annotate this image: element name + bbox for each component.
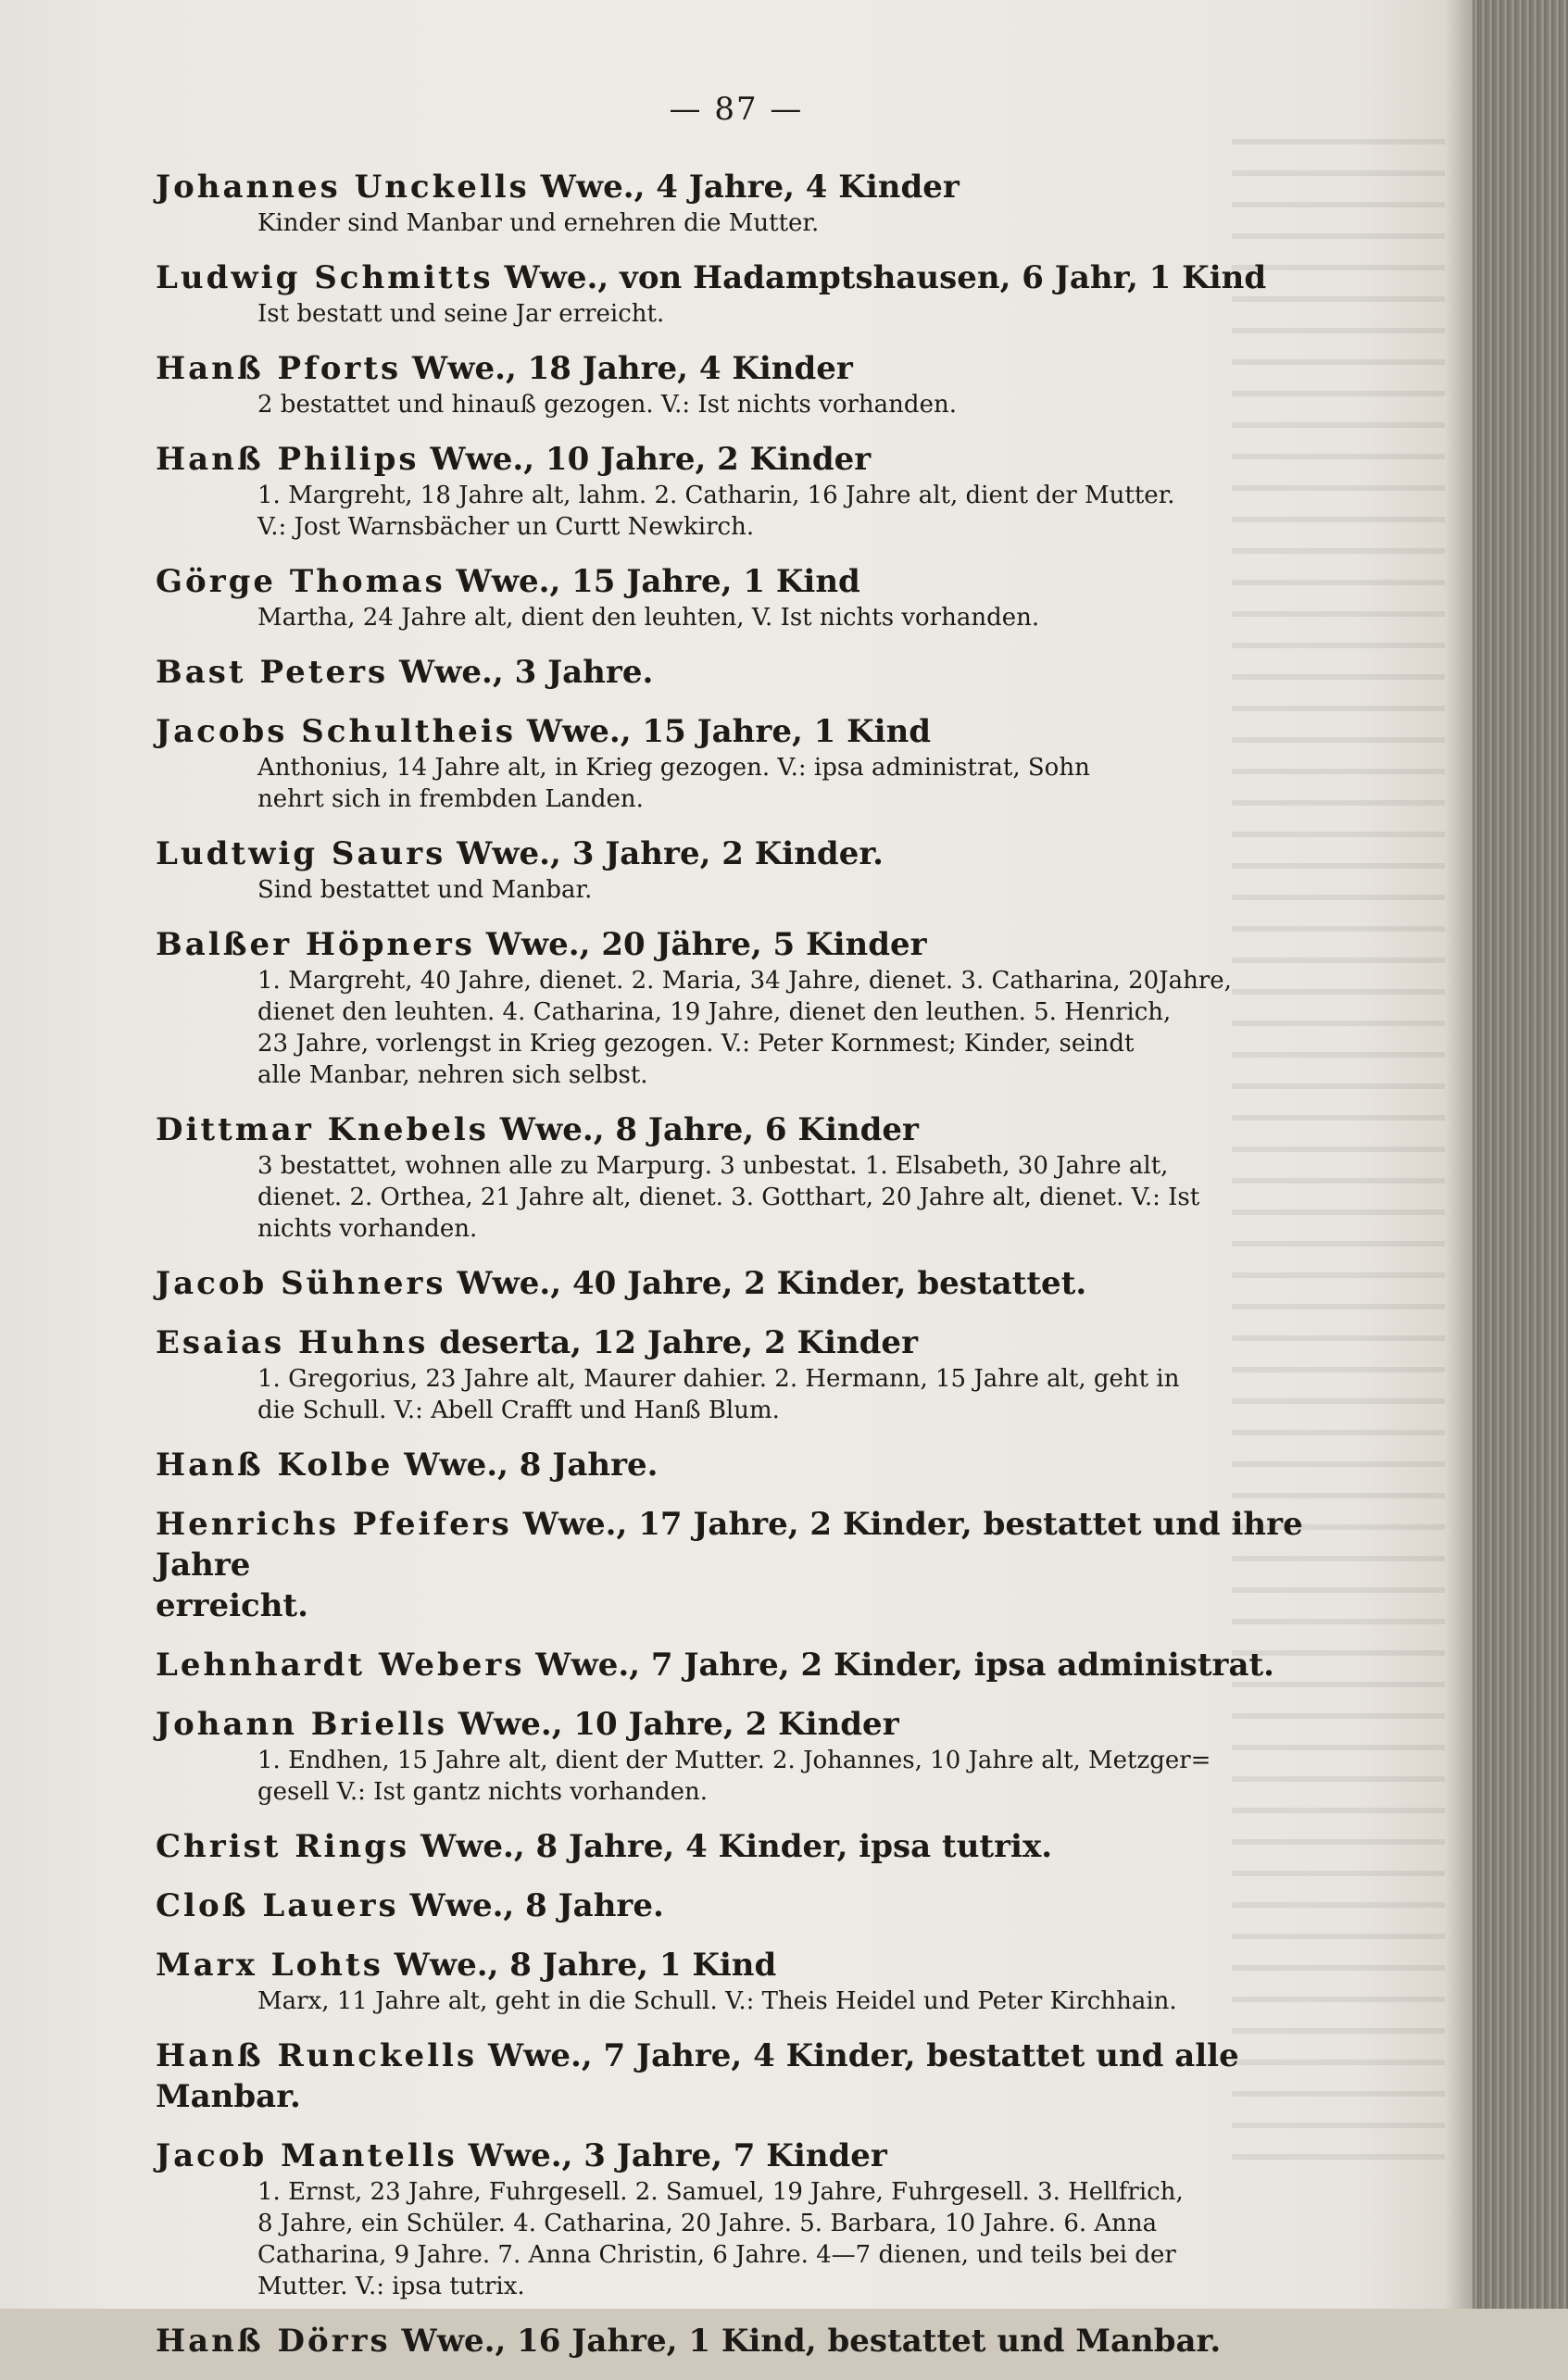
entry-name: Cloß Lauers xyxy=(156,1887,399,1924)
entry-summary: Wwe., 10 Jahre, 2 Kinder xyxy=(446,1706,899,1743)
entry-summary: Wwe., 8 Jahre. xyxy=(398,1887,664,1924)
entry-detail-line: alle Manbar, nehren sich selbst. xyxy=(257,1061,648,1089)
entry-detail-line: 2 bestattet und hinauß gezogen. V.: Ist nichts vorhanden. xyxy=(257,391,957,419)
entry-heading xyxy=(156,1445,1341,1485)
entry-detail-line: Mutter. V.: ipsa tutrix. xyxy=(257,2273,525,2300)
entry-summary: Wwe., 10 Jahre, 2 Kinder xyxy=(419,441,872,478)
entry-detail-line: dienet den leuhten. 4. Catharina, 19 Jahre, dienet den leuthen. 5. Henrich, xyxy=(257,998,1172,1026)
entry-detail-line: 23 Jahre, vorlengst in Krieg gezogen. V.: Peter Kornmest; Kinder, seindt xyxy=(257,1030,1135,1058)
list-item xyxy=(156,2036,1341,2117)
entry-summary-continued: erreicht. xyxy=(156,1587,308,1624)
entry-detail-line: Kinder sind Manbar und ernehren die Mutter. xyxy=(257,209,820,237)
list-item xyxy=(156,1263,1341,1304)
list-item xyxy=(156,439,1341,543)
entry-detail-line: Sind bestattet und Manbar. xyxy=(257,876,593,904)
entry-summary: Wwe., 3 Jahre. xyxy=(388,654,654,691)
entry-name: Bast Peters xyxy=(156,654,389,691)
entry-detail-line: 3 bestattet, wohnen alle zu Marpurg. 3 unbestat. 1. Elsabeth, 30 Jahre alt, xyxy=(257,1152,1169,1180)
entry-name: Johann Briells xyxy=(156,1706,447,1743)
entry-summary: Wwe., 8 Jahre, 6 Kinder xyxy=(488,1111,919,1148)
list-item xyxy=(156,652,1341,693)
entry-summary: Wwe., 8 Jahre, 1 Kind xyxy=(383,1947,777,1984)
entry-detail-line: V.: Jost Warnsbächer un Curtt Newkirch. xyxy=(257,513,755,541)
list-item xyxy=(156,2136,1341,2302)
page-number: — 87 — xyxy=(669,91,804,128)
entry-detail-line: 1. Ernst, 23 Jahre, Fuhrgesell. 2. Samuel, 19 Jahre, Fuhrgesell. 3. Hellfrich, xyxy=(257,2178,1184,2206)
entry-heading xyxy=(156,652,1341,693)
list-item xyxy=(156,711,1341,815)
entry-summary: Wwe., 3 Jahre, 7 Kinder xyxy=(457,2137,887,2174)
entry-heading xyxy=(156,2321,1341,2361)
entry-heading xyxy=(156,1826,1341,1867)
entry-name: Görge Thomas xyxy=(156,563,445,600)
list-item xyxy=(156,1445,1341,1485)
entry-name: Hanß Dörrs xyxy=(156,2323,391,2360)
list-item xyxy=(156,1945,1341,2017)
entry-summary: Wwe., 18 Jahre, 4 Kinder xyxy=(401,350,853,387)
entry-heading xyxy=(156,561,1341,602)
entry-detail-line: Ist bestatt und seine Jar erreicht. xyxy=(257,300,665,328)
entry-name: Balßer Höpners xyxy=(156,926,475,963)
entry-summary: deserta, 12 Jahre, 2 Kinder xyxy=(428,1324,918,1361)
entry-name: Dittmar Knebels xyxy=(156,1111,489,1148)
entry-summary: Wwe., 17 Jahre, 2 Kinder, bestattet und ihre Jahre xyxy=(156,1506,1303,1584)
entry-name: Hanß Runckells xyxy=(156,2037,478,2074)
list-item xyxy=(156,1504,1341,1626)
entry-summary: Wwe., 40 Jahre, 2 Kinder, bestattet. xyxy=(445,1265,1087,1302)
list-item xyxy=(156,561,1341,633)
entry-detail-line: 1. Margreht, 40 Jahre, dienet. 2. Maria, 34 Jahre, dienet. 3. Catharina, 20Jahre, xyxy=(257,967,1232,995)
entry-list xyxy=(156,167,1341,2380)
entry-summary: Wwe., 8 Jahre, 4 Kinder, ipsa tutrix. xyxy=(409,1828,1053,1865)
entry-summary: Wwe., 20 Jähre, 5 Kinder xyxy=(474,926,927,963)
entry-summary: Wwe., 15 Jahre, 1 Kind xyxy=(515,713,932,750)
entry-name: Esaias Huhns xyxy=(156,1324,429,1361)
entry-summary: Wwe., 7 Jahre, 4 Kinder, bestattet und alle Manbar. xyxy=(156,2037,1239,2115)
entry-summary: Wwe., 3 Jahre, 2 Kinder. xyxy=(445,835,884,872)
entry-summary: Wwe., 4 Jahre, 4 Kinder xyxy=(529,169,960,206)
entry-heading xyxy=(156,2036,1341,2117)
entry-heading xyxy=(156,711,1341,752)
entry-heading xyxy=(156,1645,1341,1685)
entry-detail-line: 1. Gregorius, 23 Jahre alt, Maurer dahier. 2. Hermann, 15 Jahre alt, geht in xyxy=(257,1365,1180,1393)
entry-heading xyxy=(156,1109,1341,1150)
entry-name: Lehnhardt Webers xyxy=(156,1647,525,1684)
entry-detail-line: Catharina, 9 Jahre. 7. Anna Christin, 6 Jahre. 4—7 dienen, und teils bei der xyxy=(257,2241,1176,2269)
entry-heading xyxy=(156,1322,1341,1363)
entry-heading xyxy=(156,1704,1341,1745)
entry-name: Christ Rings xyxy=(156,1828,410,1865)
entry-name: Jacob Mantells xyxy=(156,2137,458,2174)
entry-heading xyxy=(156,167,1341,207)
entry-detail-line: nichts vorhanden. xyxy=(257,1215,478,1243)
entry-heading xyxy=(156,1263,1341,1304)
entry-name: Hanß Pforts xyxy=(156,350,402,387)
entry-detail-line: Anthonius, 14 Jahre alt, in Krieg gezogen. V.: ipsa administrat, Sohn xyxy=(257,754,1090,782)
list-item xyxy=(156,1109,1341,1245)
entry-heading xyxy=(156,1504,1341,1585)
entry-summary: Wwe., 16 Jahre, 1 Kind, bestattet und Manbar. xyxy=(390,2323,1222,2360)
entry-name: Jacob Sühners xyxy=(156,1265,446,1302)
entry-summary: Wwe., 15 Jahre, 1 Kind xyxy=(445,563,860,600)
entry-heading xyxy=(156,1945,1341,1985)
list-item xyxy=(156,348,1341,420)
entry-heading xyxy=(156,833,1341,874)
book-spine-edge xyxy=(1473,0,1568,2309)
entry-name: Ludtwig Saurs xyxy=(156,835,446,872)
entry-name: Ludwig Schmitts xyxy=(156,259,494,296)
entry-name: Hanß Kolbe xyxy=(156,1447,394,1484)
entry-detail-line: gesell V.: Ist gantz nichts vorhanden. xyxy=(257,1778,709,1806)
entry-name: Jacobs Schultheis xyxy=(156,713,516,750)
list-item xyxy=(156,1645,1341,1685)
list-item xyxy=(156,1322,1341,1426)
entry-name: Marx Lohts xyxy=(156,1947,383,1984)
entry-heading xyxy=(156,439,1341,480)
list-item xyxy=(156,1826,1341,1867)
list-item xyxy=(156,924,1341,1091)
entry-name: Johannes Unckells xyxy=(156,169,530,206)
entry-detail-line: die Schull. V.: Abell Crafft und Hanß Blum. xyxy=(257,1397,780,1424)
page-gutter-shadow xyxy=(1445,0,1474,2309)
entry-name: Henrichs Pfeifers xyxy=(156,1506,512,1543)
entry-summary: Wwe., 8 Jahre. xyxy=(393,1447,659,1484)
entry-heading xyxy=(156,1885,1341,1926)
entry-heading xyxy=(156,348,1341,389)
list-item xyxy=(156,257,1341,330)
list-item xyxy=(156,167,1341,239)
entry-detail-line: 1. Endhen, 15 Jahre alt, dient der Mutter. 2. Johannes, 10 Jahre alt, Metzger= xyxy=(257,1747,1211,1774)
list-item xyxy=(156,833,1341,906)
entry-heading xyxy=(156,257,1341,298)
list-item xyxy=(156,1885,1341,1926)
entry-detail-line: 1. Margreht, 18 Jahre alt, lahm. 2. Catharin, 16 Jahre alt, dient der Mutter. xyxy=(257,482,1175,509)
entry-heading xyxy=(156,924,1341,965)
entry-name: Hanß Philips xyxy=(156,441,420,478)
entry-detail-line: nehrt sich in frembden Landen. xyxy=(257,785,644,813)
entry-detail-line: Martha, 24 Jahre alt, dient den leuhten, V. Ist nichts vorhanden. xyxy=(257,604,1040,632)
entry-detail-line: Marx, 11 Jahre alt, geht in die Schull. V.: Theis Heidel und Peter Kirchhain. xyxy=(257,1987,1177,2015)
list-item xyxy=(156,1704,1341,1808)
entry-detail-line: dienet. 2. Orthea, 21 Jahre alt, dienet. 3. Gotthart, 20 Jahre alt, dienet. V.: Ist xyxy=(257,1184,1200,1211)
entry-summary: Wwe., von Hadamptshausen, 6 Jahr, 1 Kind xyxy=(493,259,1267,296)
list-item xyxy=(156,2321,1341,2361)
entry-summary: Wwe., 7 Jahre, 2 Kinder, ipsa administrat. xyxy=(524,1647,1275,1684)
entry-heading xyxy=(156,2136,1341,2176)
entry-detail-line: 8 Jahre, ein Schüler. 4. Catharina, 20 Jahre. 5. Barbara, 10 Jahre. 6. Anna xyxy=(257,2210,1158,2237)
